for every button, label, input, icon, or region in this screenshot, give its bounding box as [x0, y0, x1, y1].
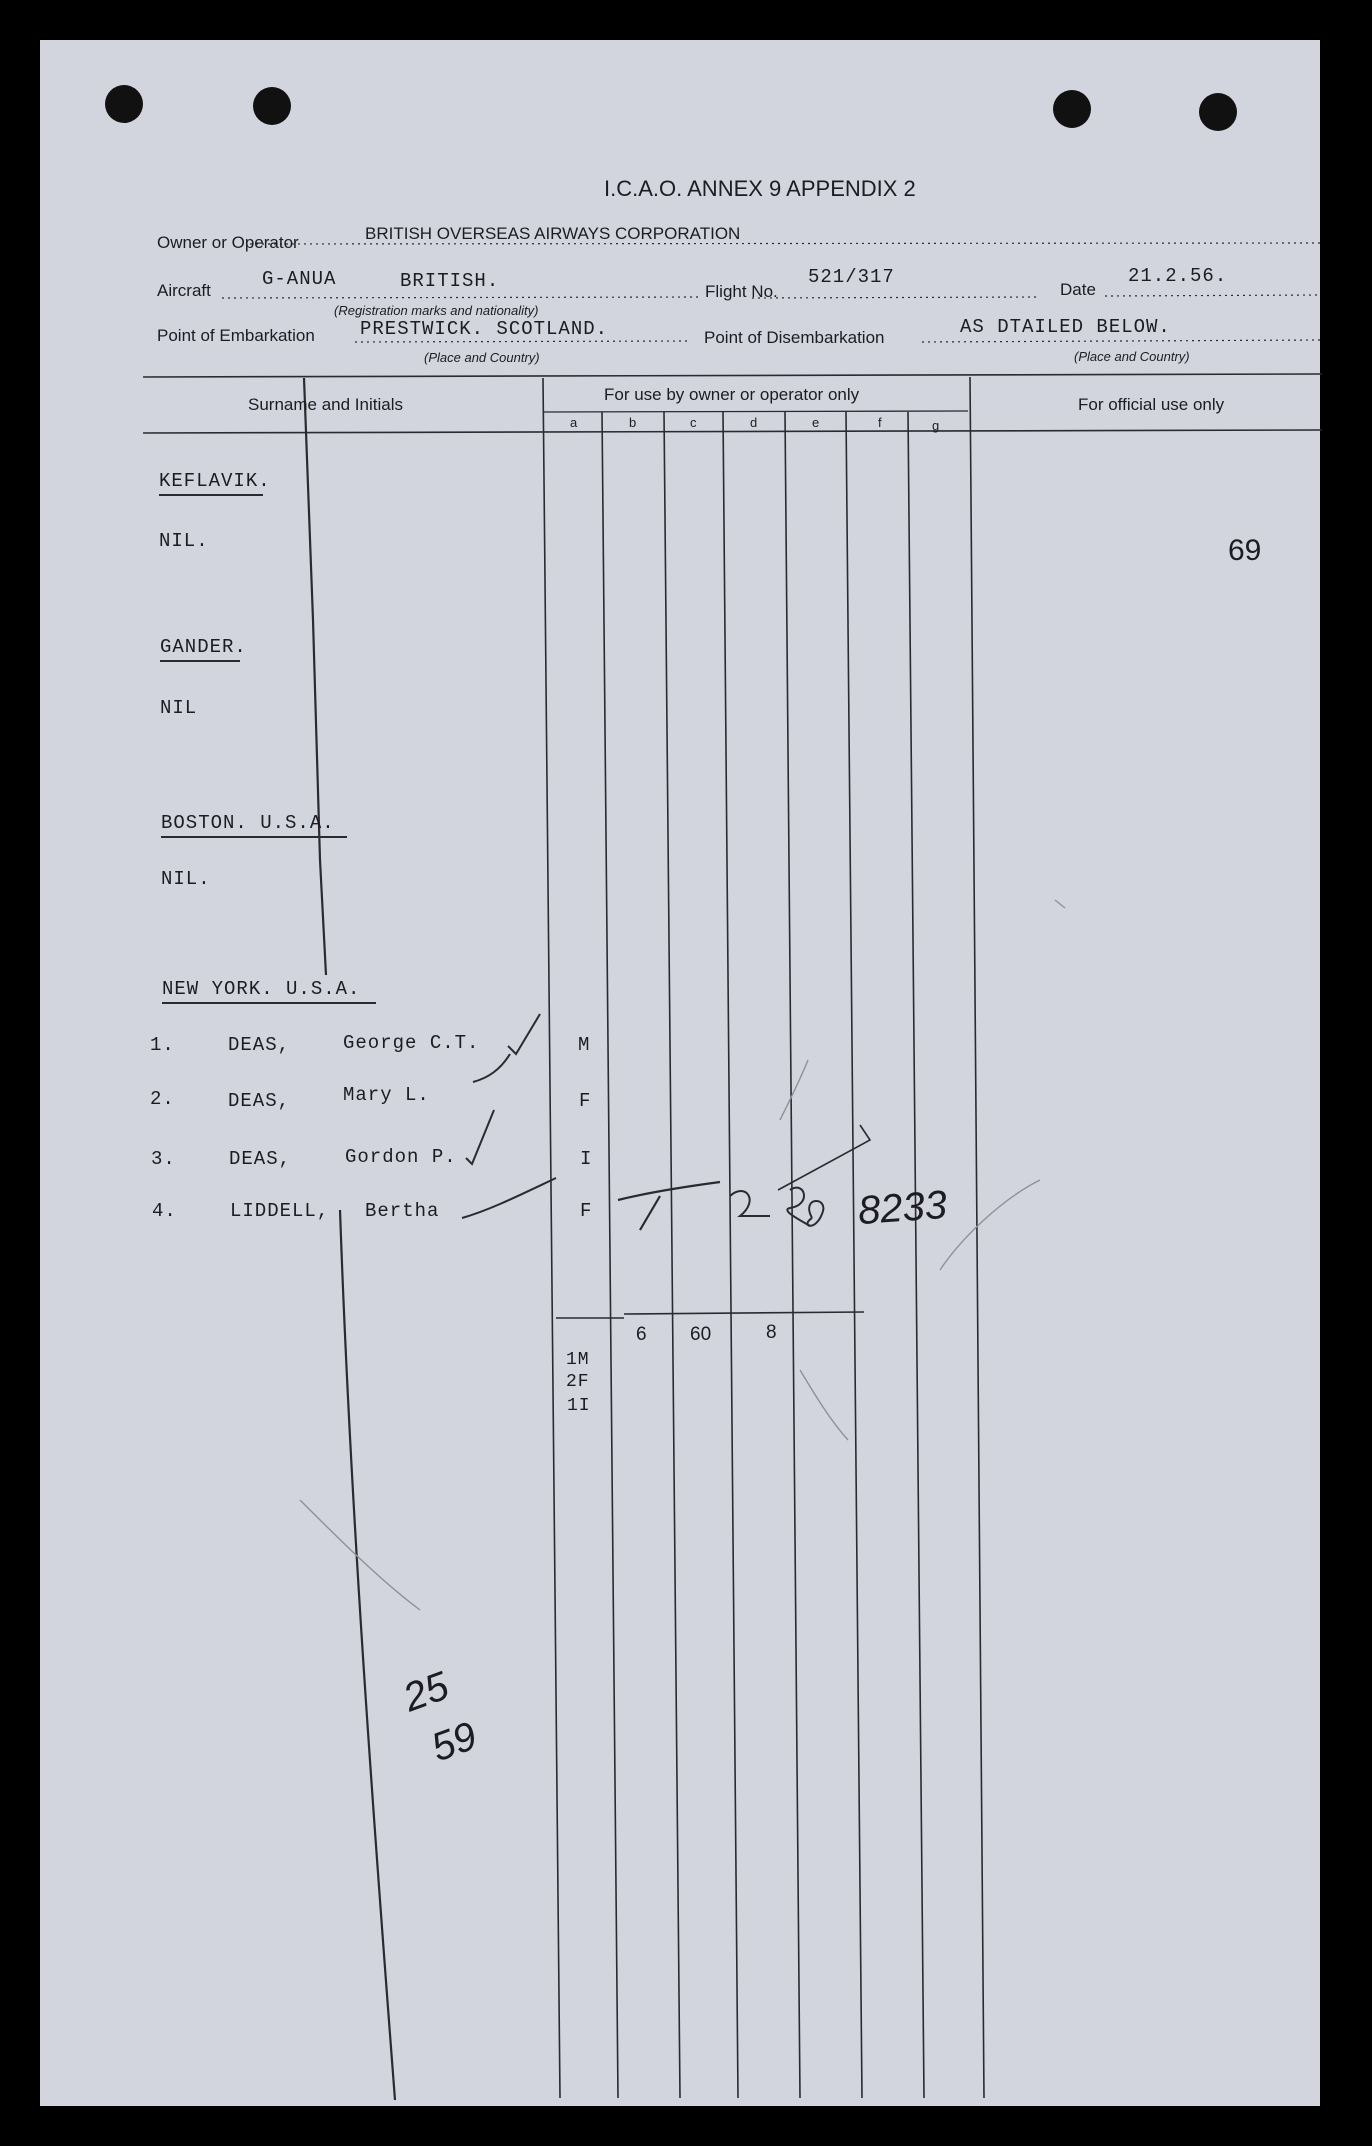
passenger-code: I: [580, 1148, 593, 1170]
handwritten-number: 8233: [856, 1182, 949, 1234]
total-value: 8: [766, 1322, 777, 1343]
total-value: 60: [690, 1324, 712, 1345]
date-label: Date: [1060, 280, 1096, 299]
station-name: NEW YORK. U.S.A.: [162, 978, 376, 1004]
total-code: 2F: [566, 1372, 590, 1392]
passenger-given-name: Mary L.: [343, 1084, 430, 1106]
passenger-given-name: Bertha: [365, 1200, 440, 1222]
flight-label: Flight No.: [705, 282, 778, 301]
col-f: f: [878, 415, 882, 430]
owner-use-header: For use by owner or operator only: [604, 385, 860, 404]
passenger-number: 2.: [150, 1088, 175, 1110]
passenger-surname: DEAS,: [228, 1090, 291, 1112]
col-d: d: [750, 415, 758, 430]
passenger-given-name: Gordon P.: [345, 1146, 457, 1168]
embarkation-label: Point of Embarkation: [157, 326, 315, 345]
passenger-given-name: George C.T.: [343, 1032, 480, 1054]
station-name: KEFLAVIK.: [159, 470, 263, 496]
official-use-header: For official use only: [1078, 395, 1225, 414]
aircraft-value: G-ANUA: [262, 268, 337, 290]
passenger-surname: DEAS,: [228, 1034, 291, 1056]
page-number: 69: [1228, 534, 1262, 567]
owner-value: BRITISH OVERSEAS AIRWAYS CORPORATION: [365, 224, 741, 243]
date-value: 21.2.56.: [1128, 265, 1228, 287]
form-title: I.C.A.O. ANNEX 9 APPENDIX 2: [604, 176, 916, 201]
disembarkation-label: Point of Disembarkation: [704, 328, 885, 347]
total-code: 1I: [567, 1396, 591, 1416]
embarkation-note: (Place and Country): [424, 350, 540, 365]
owner-label: Owner or Operator: [157, 233, 299, 252]
passenger-code: F: [579, 1090, 592, 1112]
col-a: a: [570, 415, 578, 430]
col-b: b: [629, 415, 637, 430]
passenger-code: M: [578, 1034, 591, 1056]
col-c: c: [690, 415, 697, 430]
passenger-number: 4.: [152, 1200, 177, 1222]
surname-header: Surname and Initials: [248, 395, 403, 414]
aircraft-label: Aircraft: [157, 281, 211, 300]
nationality-value: BRITISH.: [400, 270, 500, 292]
passenger-surname: DEAS,: [229, 1148, 292, 1170]
station-entry: NIL.: [159, 530, 209, 552]
handwritten-margin-note: 59: [425, 1713, 483, 1771]
total-value: 6: [636, 1324, 647, 1345]
total-code: 1M: [566, 1350, 590, 1370]
registration-note: (Registration marks and nationality): [334, 303, 539, 318]
disembarkation-value: AS DTAILED BELOW.: [960, 316, 1171, 338]
passenger-number: 1.: [150, 1034, 175, 1056]
station-entry: NIL.: [161, 868, 211, 890]
embarkation-value: PRESTWICK. SCOTLAND.: [360, 318, 609, 340]
station-name: BOSTON. U.S.A.: [161, 812, 347, 838]
col-e: e: [812, 415, 820, 430]
handwritten-margin-note: 25: [397, 1663, 455, 1721]
station-name: GANDER.: [160, 636, 240, 662]
passenger-number: 3.: [151, 1148, 176, 1170]
disembarkation-note: (Place and Country): [1074, 349, 1190, 364]
flight-value: 521/317: [808, 266, 895, 288]
passenger-surname: LIDDELL,: [230, 1200, 330, 1222]
station-entry: NIL: [160, 697, 198, 719]
col-g: g: [932, 418, 940, 433]
passenger-code: F: [580, 1200, 593, 1222]
